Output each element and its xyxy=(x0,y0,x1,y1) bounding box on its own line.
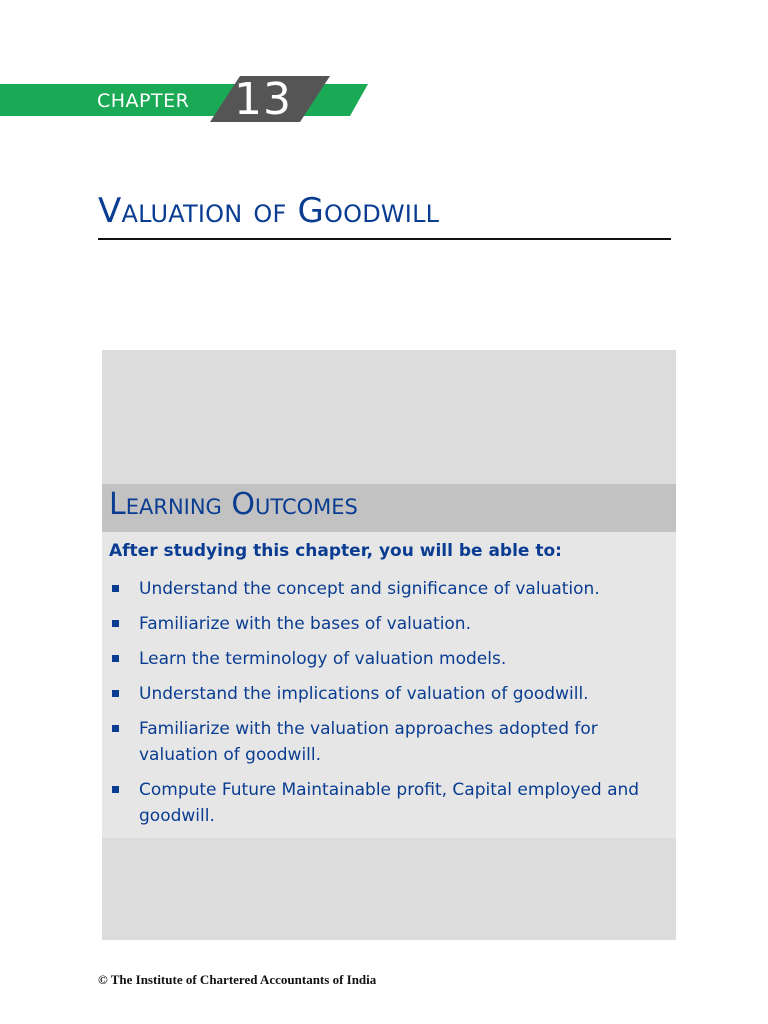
list-item xyxy=(109,777,664,829)
list-item xyxy=(109,646,664,672)
learning-outcomes-heading: Learning Outcomes xyxy=(109,487,358,522)
learning-outcomes-list xyxy=(109,576,664,838)
list-item xyxy=(109,716,664,768)
list-item-text: Familiarize with the bases of valuation. xyxy=(139,614,471,634)
square-bullet-icon xyxy=(112,725,119,732)
title-divider xyxy=(98,238,671,240)
chapter-title: Valuation of Goodwill xyxy=(98,191,440,231)
chapter-label: CHAPTER xyxy=(97,90,190,112)
list-item-text: Compute Future Maintainable profit, Capital employed and goodwill. xyxy=(139,780,640,826)
list-item-text: Understand the concept and significance of valuation. xyxy=(139,579,600,599)
list-item xyxy=(109,611,664,637)
square-bullet-icon xyxy=(112,620,119,627)
list-item-text: Familiarize with the valuation approaches adopted for valuation of goodwill. xyxy=(139,719,598,765)
square-bullet-icon xyxy=(112,655,119,662)
square-bullet-icon xyxy=(112,690,119,697)
list-item-text: Learn the terminology of valuation models. xyxy=(139,649,507,669)
square-bullet-icon xyxy=(112,786,119,793)
square-bullet-icon xyxy=(112,585,119,592)
list-item xyxy=(109,576,664,602)
learning-outcomes-intro: After studying this chapter, you will be able to: xyxy=(109,541,562,561)
copyright-footer: © The Institute of Chartered Accountants of India xyxy=(98,972,377,987)
chapter-number: 13 xyxy=(234,74,292,125)
list-item xyxy=(109,681,664,707)
list-item-text: Understand the implications of valuation of goodwill. xyxy=(139,684,589,704)
